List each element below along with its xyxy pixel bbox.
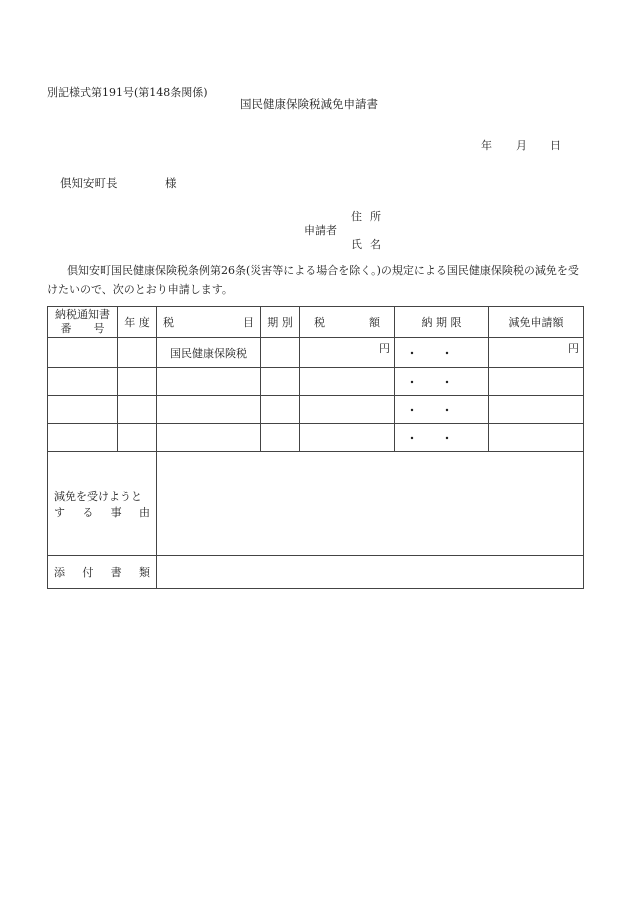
date-month-label: 月 xyxy=(516,139,527,152)
attachments-input[interactable] xyxy=(157,556,584,589)
address-label: 住所 xyxy=(351,210,389,223)
period-cell[interactable] xyxy=(261,396,300,424)
tax-amount-cell[interactable]: 円 xyxy=(300,338,395,368)
header-fiscal-year: 年 度 xyxy=(118,307,157,338)
period-cell[interactable] xyxy=(261,338,300,368)
header-exemption-amount: 減免申請額 xyxy=(489,307,584,338)
date-year-label: 年 xyxy=(481,139,492,152)
reason-label xyxy=(48,452,157,556)
header-due-date: 納 期 限 xyxy=(395,307,489,338)
name-label: 氏名 xyxy=(351,238,389,251)
addressee-honorific: 様 xyxy=(165,176,177,190)
period-cell[interactable] xyxy=(261,424,300,452)
tax-item-cell[interactable] xyxy=(157,396,261,424)
attachments-char: 書 xyxy=(110,566,122,579)
reason-row xyxy=(48,452,584,556)
header-tax-item xyxy=(157,307,261,338)
tax-item-cell[interactable] xyxy=(157,424,261,452)
header-period: 期 別 xyxy=(261,307,300,338)
header-notice-number xyxy=(48,307,118,338)
document-title: 国民健康保険税減免申請書 xyxy=(240,97,378,111)
header-tax-amount-a: 税 xyxy=(314,316,325,329)
header-tax-item-b: 目 xyxy=(243,316,254,329)
notice-number-cell[interactable] xyxy=(48,338,118,368)
notice-number-cell[interactable] xyxy=(48,424,118,452)
tax-item-cell: 国民健康保険税 xyxy=(157,338,261,368)
reason-label-line2 xyxy=(54,504,150,520)
reason-char: る xyxy=(82,505,94,519)
header-notice-number-line1: 納税通知書 xyxy=(55,308,110,321)
attachments-char: 類 xyxy=(138,566,150,579)
addressee-name: 倶知安町長 xyxy=(60,176,118,190)
reason-char: す xyxy=(54,505,65,519)
due-date-cell[interactable]: ・・ xyxy=(395,396,489,424)
notice-number-cell[interactable] xyxy=(48,396,118,424)
exemption-amount-cell[interactable] xyxy=(489,396,584,424)
fiscal-year-cell[interactable] xyxy=(118,396,157,424)
tax-amount-cell[interactable] xyxy=(300,368,395,396)
notice-number-cell[interactable] xyxy=(48,368,118,396)
tax-exemption-table xyxy=(47,306,584,589)
header-tax-amount xyxy=(300,307,395,338)
tax-amount-cell[interactable] xyxy=(300,424,395,452)
tax-amount-cell[interactable] xyxy=(300,396,395,424)
fiscal-year-cell[interactable] xyxy=(118,338,157,368)
due-date-cell[interactable]: ・・ xyxy=(395,368,489,396)
due-date-cell[interactable]: ・・ xyxy=(395,338,489,368)
header-tax-item-a: 税 xyxy=(163,316,174,329)
reason-char: 由 xyxy=(138,505,150,519)
reason-label-line1: 減免を受けようと xyxy=(54,489,142,503)
date-day-label: 日 xyxy=(550,139,561,152)
period-cell[interactable] xyxy=(261,368,300,396)
header-notice-number-line2: 番 号 xyxy=(60,322,105,335)
reason-input[interactable] xyxy=(157,452,584,556)
table-header-row xyxy=(48,307,584,338)
reason-char: 事 xyxy=(110,505,122,519)
applicant-label: 申請者 xyxy=(304,224,337,237)
table-row xyxy=(48,368,584,396)
due-date-cell[interactable]: ・・ xyxy=(395,424,489,452)
table-row xyxy=(48,424,584,452)
fiscal-year-cell[interactable] xyxy=(118,424,157,452)
tax-item-cell[interactable] xyxy=(157,368,261,396)
table-row xyxy=(48,338,584,368)
exemption-amount-cell[interactable]: 円 xyxy=(489,338,584,368)
table-row xyxy=(48,396,584,424)
exemption-amount-cell[interactable] xyxy=(489,368,584,396)
header-tax-amount-b: 額 xyxy=(369,316,380,329)
attachments-row xyxy=(48,556,584,589)
application-statement: 倶知安町国民健康保険税条例第26条(災害等による場合を除く。)の規定による国民健康保険税の減免を受けたいので、次のとおり申請します。 xyxy=(47,264,579,296)
attachments-label xyxy=(48,556,157,589)
form-number: 別記様式第191号(第148条関係) xyxy=(47,86,208,99)
attachments-char: 添 xyxy=(54,566,65,579)
attachments-char: 付 xyxy=(82,566,94,579)
fiscal-year-cell[interactable] xyxy=(118,368,157,396)
exemption-amount-cell[interactable] xyxy=(489,424,584,452)
